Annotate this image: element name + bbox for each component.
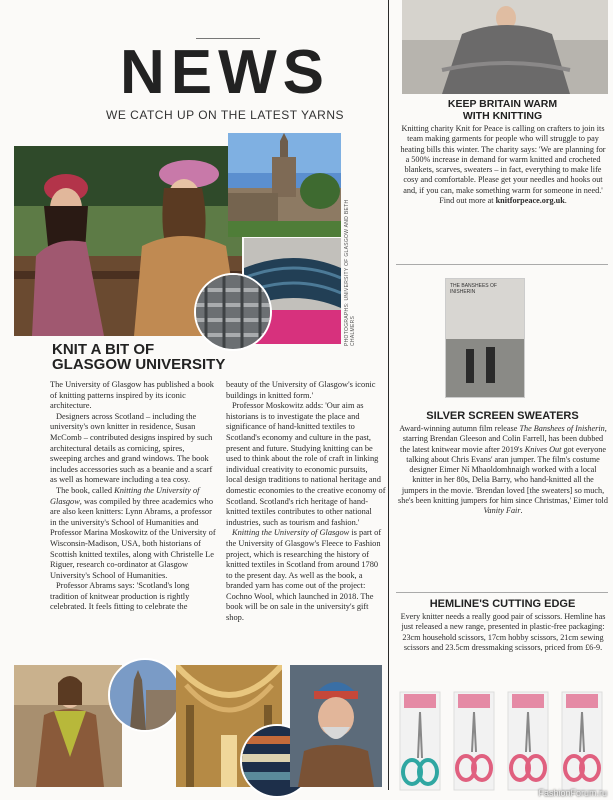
photo-glasgow-university <box>228 133 341 237</box>
page-subtitle: WE CATCH UP ON THE LATEST YARNS <box>106 108 344 122</box>
warm-find-out: Find out more at knitforpeace.org.uk. <box>439 196 567 206</box>
hemline-body <box>398 612 608 653</box>
article-column-2 <box>226 380 386 624</box>
warm-headline-line-2: WITH KNITTING <box>462 110 543 122</box>
headline-line-2: GLASGOW UNIVERSITY <box>52 356 226 373</box>
poster-title: THE BANSHEES OF INISHERIN <box>450 283 497 295</box>
hemline-headline: HEMLINE'S CUTTING EDGE <box>429 598 576 610</box>
warm-paragraph: Knitting charity Knit for Peace is calling on crafters to join its team making garments for people who will struggle to pay heating bills this winter. The charity says: 'We are planning for a 500% increase in demand for warm knitted and crocheted blankets, scarves, sweaters – in fact, everything to make life cosy and comfortable. Please get your needles and hooks out and, if you can, make something warm for someone in need.' <box>400 124 606 195</box>
headline-line-1: KNIT A BIT OF <box>52 341 155 358</box>
article-paragraph: Designers across Scotland – including the university's own knitter in residence, Susan McComb – contributed designs inspired by such architectural details as cornicing, spires, sweeping arches and grand windows. The book includes accessories such as a beanie and a scarf as well as homeware including a tea cosy. <box>50 411 213 485</box>
article-paragraph: Professor Abrams says: 'Scotland's long tradition of knitwear production is rightly celebrated. It feels fitting to celebrate the <box>50 581 190 612</box>
photo-architecture-circle <box>108 658 182 732</box>
sidebar-rule <box>396 264 608 265</box>
photo-credit: PHOTOGRAPHS: UNIVERSITY OF GLASGOW AND BETH CHALMERS <box>344 199 356 346</box>
screen-headline: SILVER SCREEN SWEATERS <box>426 410 579 422</box>
sidebar-rule <box>396 592 608 593</box>
warm-body <box>398 124 608 206</box>
article-column-1 <box>50 380 218 613</box>
article-paragraph: The book, called Knitting the University of Glasgow, was compiled by three academics who are also keen knitters: Lynn Abrams, a professor in the university's School of Humanities and Professor Marina Moskowitz of the University of Wisconsin-Madison, USA, both historians of Scottish knitted textiles, along with Christelle Le Riguer, research co-ordinator at Glasgow University's School of Humanities. <box>50 485 216 580</box>
screen-paragraph: Award-winning autumn film release The Banshees of Inisherin, starring Brendan Gleeson and Colin Farrell, has been dubbed the latest knitwear movie after 2019's Knives Out got everyone talking about Chris Evans' aran jumper. The film's costume designer Eimer Ní Mhaoldomhnaigh worked with a local knitter in her 80s, Delia Barry, who hand-knitted all the jumpers in the movie. 'Brendan loved [the sweaters] so much, she's been knitting jumpers for him since Christmas,' Eimer told Vanity Fair. <box>398 424 608 516</box>
photo-man-beanie <box>290 665 382 787</box>
photo-hemline-scissors <box>398 688 610 792</box>
warm-headline <box>395 98 610 122</box>
article-paragraph: Knitting the University of Glasgow is part of the University of Glasgow's Fleece to Fashion project, which is researching the history of knitted textiles in Scotland from around 1780 to the present day. As well as the book, a branded yarn has come out of the project: Cochno Wool, which launched in 2018. The book will be on sale in the university's gift shop. <box>226 528 382 623</box>
article-headline <box>52 342 272 372</box>
column-divider <box>388 0 389 790</box>
screen-body <box>398 424 608 517</box>
photo-banshees-poster <box>445 278 525 398</box>
knit-for-peace-link[interactable]: knitforpeace.org.uk <box>495 196 565 206</box>
article-paragraph: The University of Glasgow has published a book of knitting patterns inspired by its iconic architecture. <box>50 380 214 411</box>
page-title: NEWS <box>120 38 330 107</box>
photo-woman-knitted-scarf <box>14 665 122 787</box>
photo-knit-swatch-circle <box>194 273 272 351</box>
watermark: FashionForum.ru <box>538 788 607 798</box>
hemline-paragraph: Every knitter needs a really good pair of scissors. Hemline has just released a new range, presented in plastic-free packaging: 23cm household scissors, 17cm hobby scissors, 21cm sewing scissors and 23.5cm dressmaking scissors, priced from £6-9. <box>400 612 606 652</box>
article-paragraph: Professor Moskowitz adds: 'Our aim as historians is to investigate the place and significance of hand-knitted textiles to Scotland's economy and culture in the past, present and future. Studying knitting can be used to think about the role of craft in linking individual creativity to economic pursuits, local design traditions to national heritage and domestic economies to the creative economy of Scotland. Scotland's rich heritage of hand-knitted textiles contributes to other national industries, such as tourism and fashion.' <box>226 401 386 527</box>
photo-knit-for-peace <box>402 0 608 94</box>
article-paragraph: beauty of the University of Glasgow's iconic buildings in knitted form.' <box>226 380 376 400</box>
warm-headline-line-1: KEEP BRITAIN WARM <box>447 98 558 110</box>
